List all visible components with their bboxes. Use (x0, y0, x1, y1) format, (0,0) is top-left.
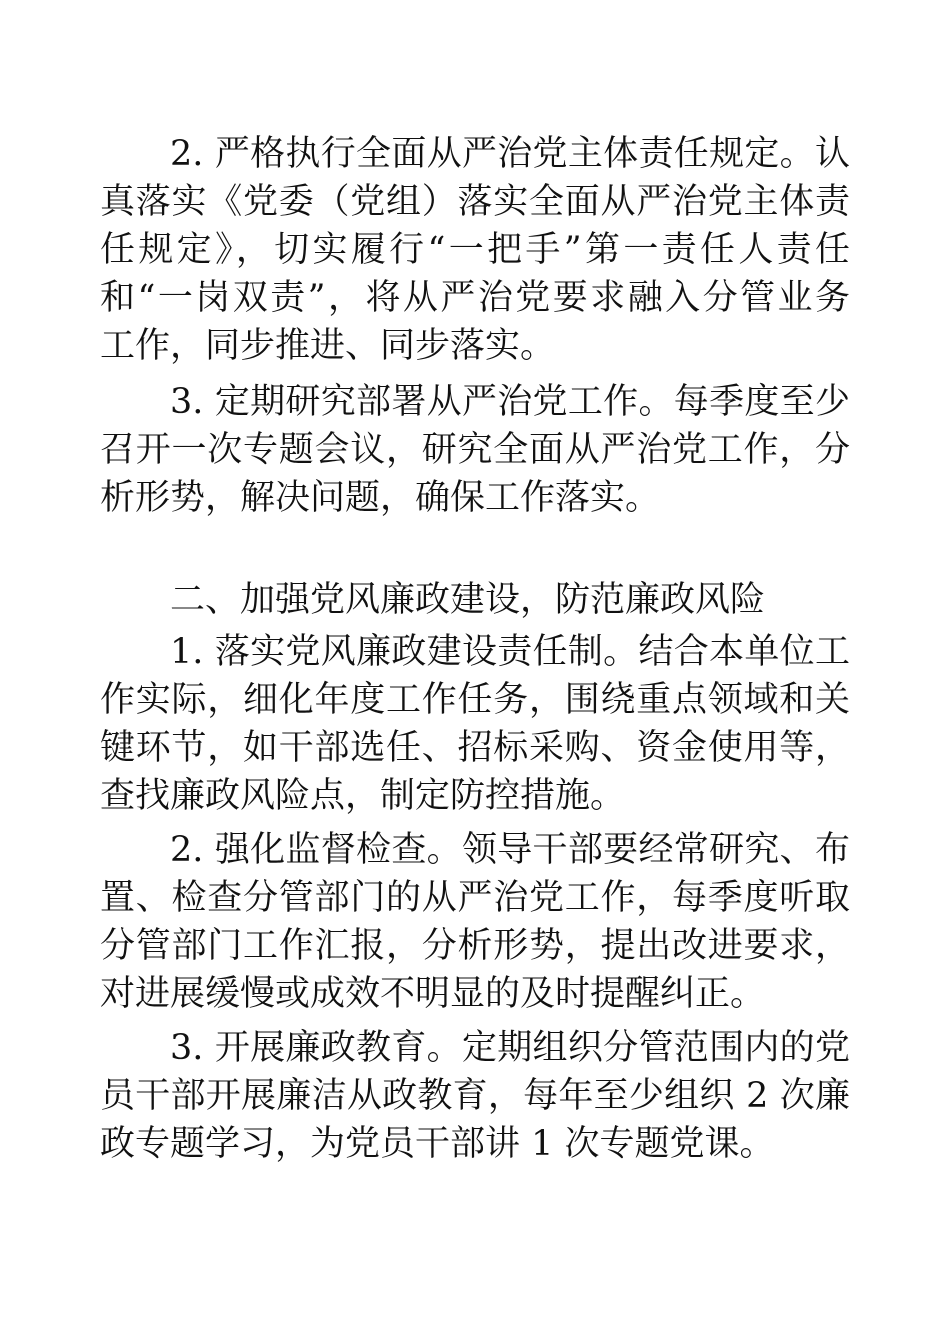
paragraph-line: 对进展缓慢或成效不明显的及时提醒纠正。 (100, 974, 766, 1014)
paragraph-line: 键环节，如干部选任、招标采购、资金使用等， (100, 728, 850, 768)
paragraph-line: 作实际，细化年度工作任务，围绕重点领域和关 (100, 680, 850, 720)
paragraph-line: 置、检查分管部门的从严治党工作，每季度听取 (100, 878, 850, 918)
paragraph-line: 真落实《党委（党组）落实全面从严治党主体责 (100, 182, 850, 222)
paragraph-line: 分管部门工作汇报，分析形势，提出改进要求， (100, 926, 850, 966)
paragraph-line: 析形势，解决问题，确保工作落实。 (100, 478, 661, 518)
paragraph-line: 2. 严格执行全面从严治党主体责任规定。认 (170, 134, 850, 174)
paragraph-line: 工作，同步推进、同步落实。 (100, 326, 556, 366)
paragraph-line: 3. 开展廉政教育。定期组织分管范围内的党 (170, 1028, 850, 1068)
paragraph-line: 召开一次专题会议，研究全面从严治党工作，分 (100, 430, 850, 470)
paragraph-line: 任规定》，切实履行“一把手”第一责任人责任 (100, 230, 850, 270)
section-heading: 二、加强党风廉政建设，防范廉政风险 (170, 580, 766, 620)
paragraph-line: 查找廉政风险点，制定防控措施。 (100, 776, 626, 816)
paragraph-line: 3. 定期研究部署从严治党工作。每季度至少 (170, 382, 850, 422)
paragraph-line: 政专题学习，为党员干部讲 1 次专题党课。 (100, 1124, 775, 1164)
paragraph-line: 1. 落实党风廉政建设责任制。结合本单位工 (170, 632, 850, 672)
paragraph-line: 员干部开展廉洁从政教育，每年至少组织 2 次廉 (100, 1076, 850, 1116)
paragraph-line: 2. 强化监督检查。领导干部要经常研究、布 (170, 830, 850, 870)
paragraph-line: 和“一岗双责”，将从严治党要求融入分管业务 (100, 278, 850, 318)
